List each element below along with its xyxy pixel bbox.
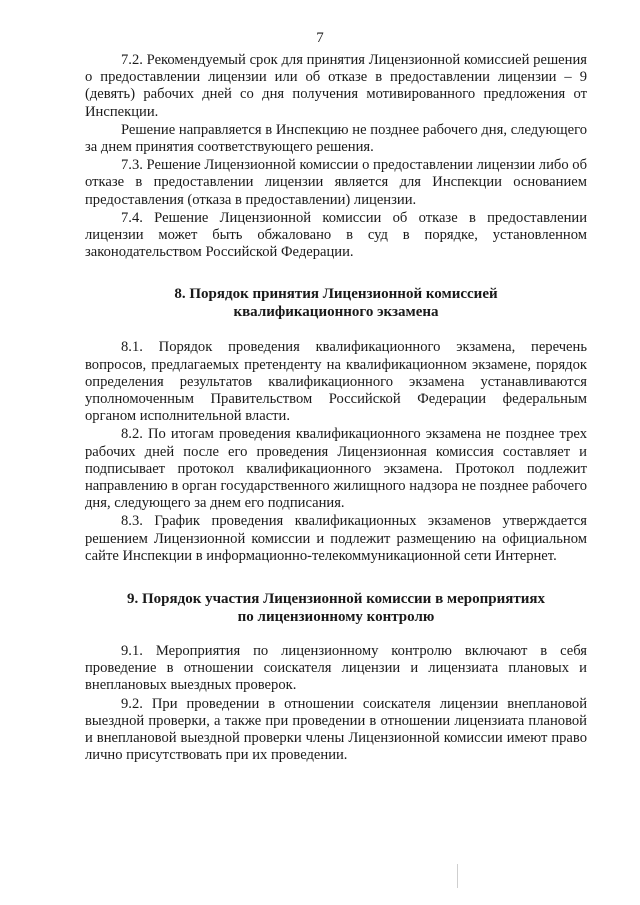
section-9-heading <box>85 591 587 626</box>
scan-margin-mark <box>457 864 458 888</box>
page-number: 7 <box>316 30 324 46</box>
section-7 <box>85 52 587 261</box>
paragraph-8-2: 8.2. По итогам проведения квалификационного экзамена не позднее трех рабочих дней после его проведения Лицензионная комиссия составляет и подписывает протокол квалификационного экзамена. Протокол подлежит направлению в орган государственного жилищного надзора не позднее рабочего дня, следующего за днем его подписания. <box>85 426 587 512</box>
paragraph-9-1: 9.1. Мероприятия по лицензионному контролю включают в себя проведение в отношении соискателя лицензии и лицензиата плановых и внеплановых выездных проверок. <box>85 643 587 694</box>
section-8-heading-line-2: квалификационного экзамена <box>233 303 439 320</box>
section-9-heading-line-2: по лицензионному контролю <box>237 608 435 625</box>
paragraph-7-2-decision: Решение направляется в Инспекцию не позднее рабочего дня, следующего за днем принятия соответствующего решения. <box>85 121 587 156</box>
paragraph-8-1: 8.1. Порядок проведения квалификационного экзамена, перечень вопросов, предлагаемых претенденту на квалификационном экзамене, порядок определения результатов квалификационного экзамена устанавливаются уполномоченным Правительством Российской Федерации федеральным органом исполнительной власти. <box>85 339 587 425</box>
section-9 <box>85 591 587 764</box>
section-9-heading-line-1: 9. Порядок участия Лицензионной комиссии в мероприятиях <box>126 591 545 608</box>
document-body <box>85 52 587 765</box>
section-8-heading <box>85 286 587 321</box>
paragraph-7-2: 7.2. Рекомендуемый срок для принятия Лицензионной комиссией решения о предоставлении лицензии или об отказе в предоставлении лицензии – 9 (девять) рабочих дней со дня получения мотивированного предложения от Инспекции. <box>85 52 587 120</box>
paragraph-7-3: 7.3. Решение Лицензионной комиссии о предоставлении лицензии либо об отказе в предоставлении лицензии является для Инспекции основанием предоставления (отказа в предоставлении) лицензии. <box>85 157 587 208</box>
paragraph-9-2: 9.2. При проведении в отношении соискателя лицензии внеплановой выездной проверки, а также при проведении в отношении лицензиата плановой и внеплановой выездной проверки члены Лицензионной комиссии имеют право лично присутствовать при их проведении. <box>85 695 587 764</box>
paragraph-7-4: 7.4. Решение Лицензионной комиссии об отказе в предоставлении лицензии может быть обжаловано в суд в порядке, установленном законодательством Российской Федерации. <box>85 209 587 261</box>
section-8 <box>85 286 587 565</box>
section-8-heading-line-1: 8. Порядок принятия Лицензионной комиссией <box>174 286 498 303</box>
paragraph-8-3: 8.3. График проведения квалификационных экзаменов утверждается решением Лицензионной комиссии и подлежит размещению на официальном сайте Инспекции в информационно-телекоммуникационной сети Интернет. <box>85 513 587 564</box>
